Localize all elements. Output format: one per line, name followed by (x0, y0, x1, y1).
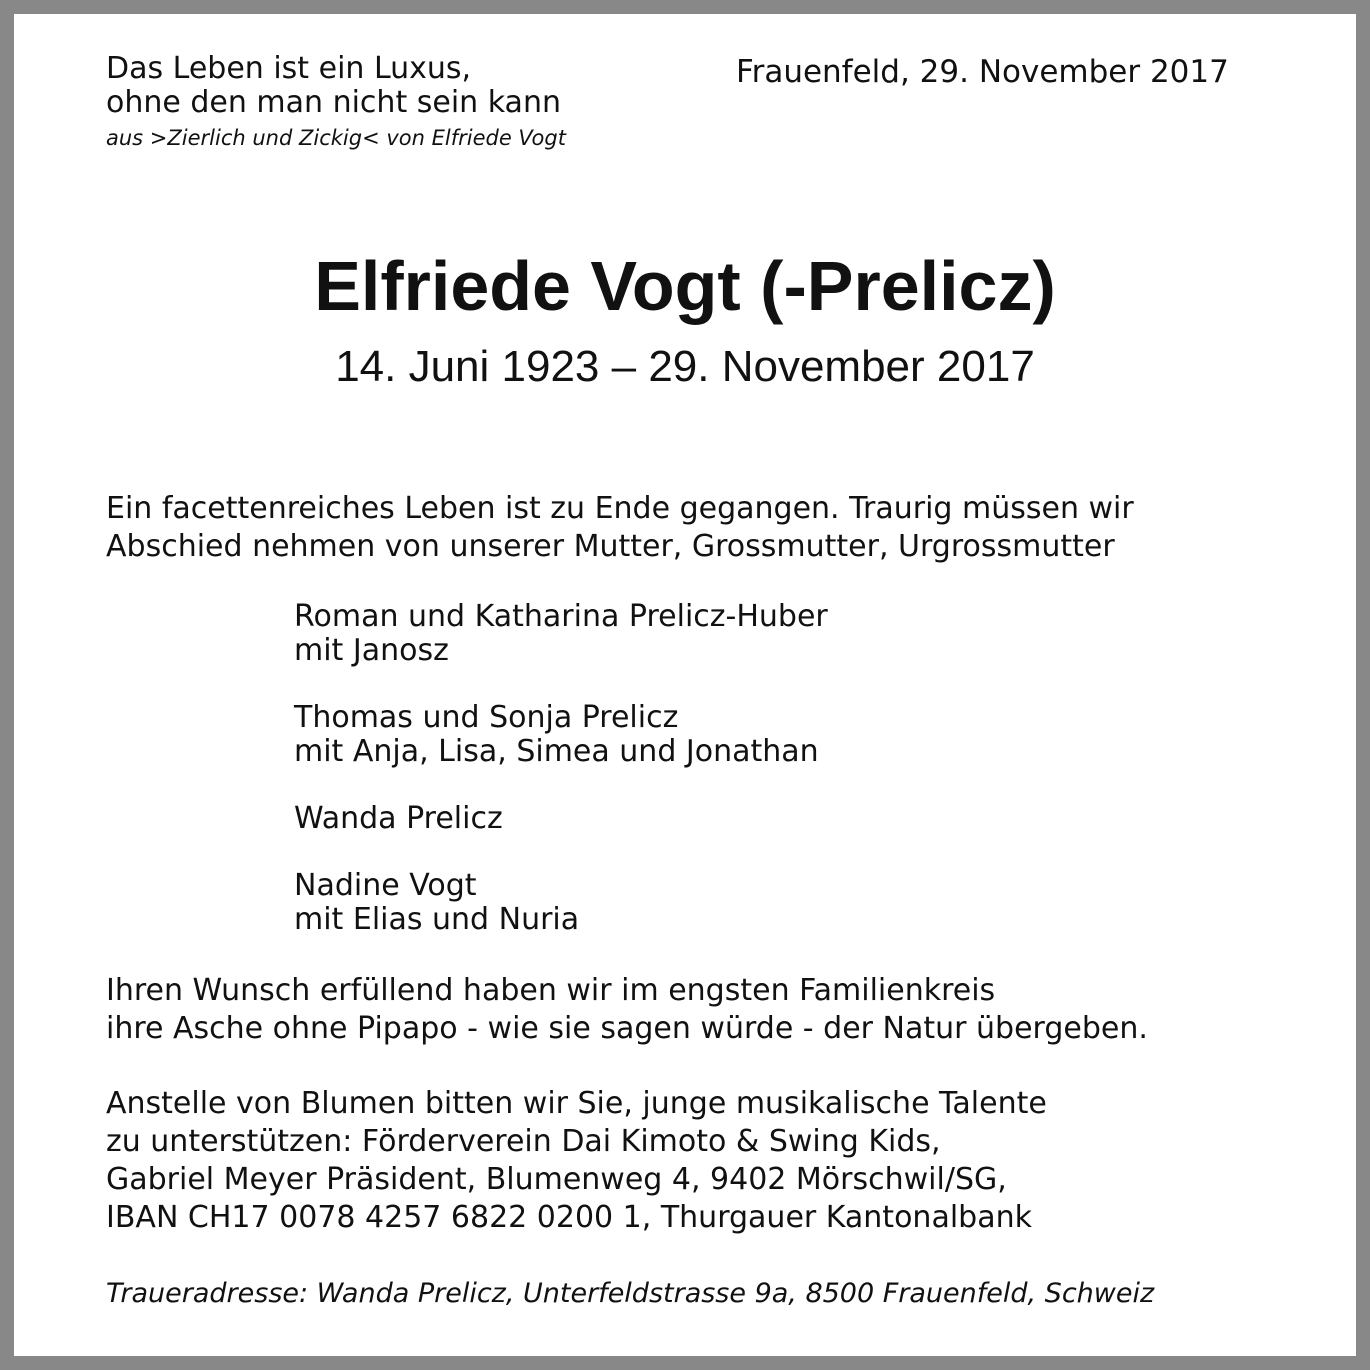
family-name: Roman und Katharina Prelicz-Huber (294, 599, 828, 634)
motto-line-2: ohne den man nicht sein kann (106, 85, 561, 120)
family-group (294, 701, 819, 769)
donation-line-3: Gabriel Meyer Präsident, Blumenweg 4, 9402 Mörschwil/SG, (106, 1162, 1007, 1197)
donation-line-4: IBAN CH17 0078 4257 6822 0200 1, Thurgauer Kantonalbank (106, 1200, 1032, 1235)
family-group (294, 869, 579, 937)
motto-quote (106, 52, 561, 120)
family-children: mit Elias und Nuria (294, 902, 580, 937)
obituary-card (14, 14, 1356, 1356)
family-name: Thomas und Sonja Prelicz (294, 700, 679, 735)
donation-line-2: zu unterstützen: Förderverein Dai Kimoto & Swing Kids, (106, 1124, 941, 1159)
wish-paragraph (106, 972, 1148, 1048)
family-children: mit Janosz (294, 633, 449, 668)
place-date: Frauenfeld, 29. November 2017 (736, 54, 1229, 90)
intro-paragraph (106, 490, 1134, 566)
deceased-name: Elfriede Vogt (-Prelicz) (314, 247, 1056, 325)
intro-line-2: Abschied nehmen von unserer Mutter, Grossmutter, Urgrossmutter (106, 529, 1115, 564)
family-group (294, 600, 828, 668)
family-group (294, 802, 503, 836)
family-children: mit Anja, Lisa, Simea und Jonathan (294, 734, 819, 769)
lifespan-dates: 14. Juni 1923 – 29. November 2017 (335, 342, 1035, 391)
motto-line-1: Das Leben ist ein Luxus, (106, 51, 472, 86)
intro-line-1: Ein facettenreiches Leben ist zu Ende gegangen. Traurig müssen wir (106, 491, 1134, 526)
wish-line-1: Ihren Wunsch erfüllend haben wir im engsten Familienkreis (106, 973, 996, 1008)
motto-source: aus >Zierlich und Zickig< von Elfriede Vogt (106, 126, 566, 150)
family-name: Wanda Prelicz (294, 801, 503, 836)
family-name: Nadine Vogt (294, 868, 477, 903)
donation-paragraph (106, 1085, 1047, 1237)
mourning-address: Traueradresse: Wanda Prelicz, Unterfeldstrasse 9a, 8500 Frauenfeld, Schweiz (106, 1278, 1155, 1309)
donation-line-1: Anstelle von Blumen bitten wir Sie, junge musikalische Talente (106, 1086, 1047, 1121)
wish-line-2: ihre Asche ohne Pipapo - wie sie sagen würde - der Natur übergeben. (106, 1011, 1148, 1046)
